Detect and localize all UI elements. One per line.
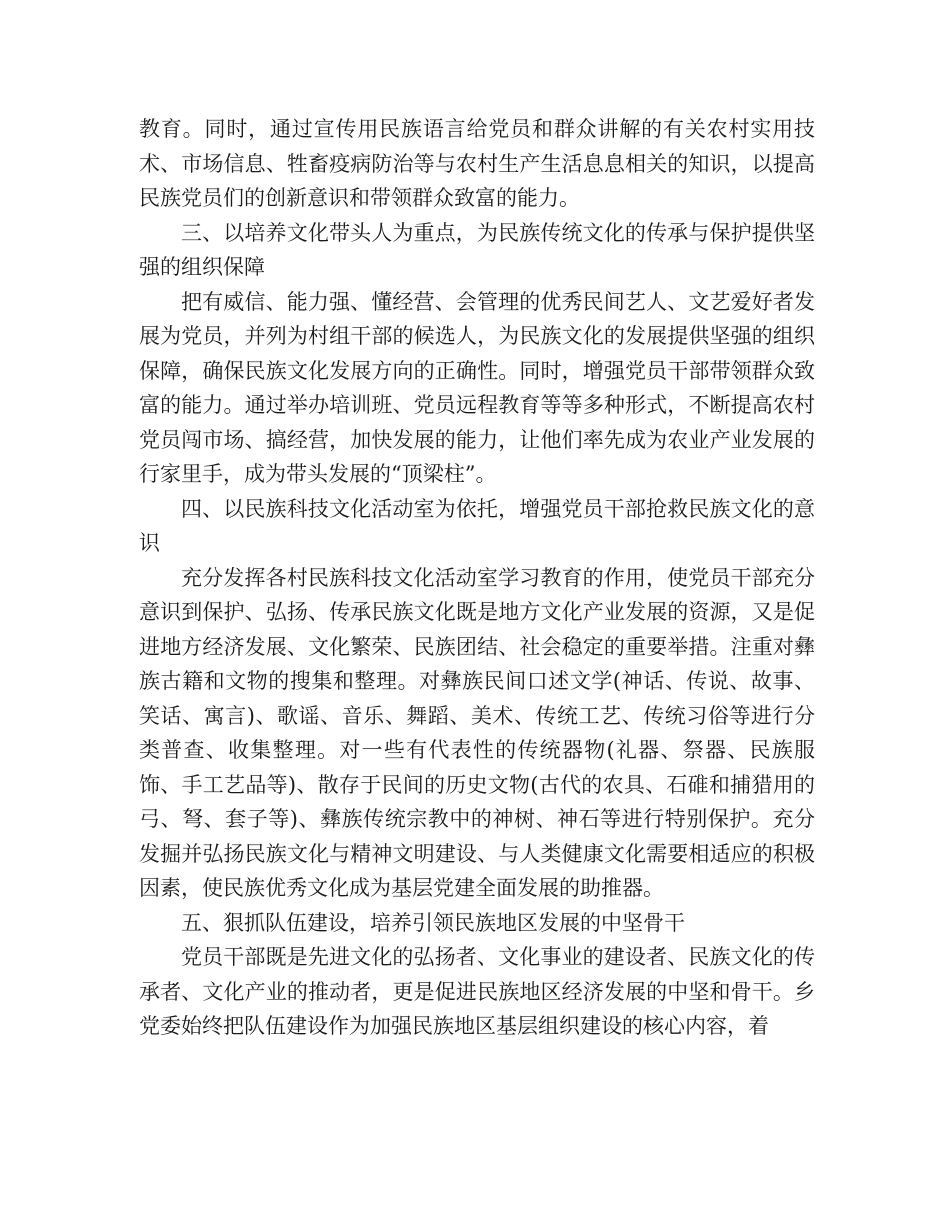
paragraph-2: 把有威信、能力强、懂经营、会管理的优秀民间艺人、文艺爱好者发展为党员，并列为村组干部的候选人，为民族文化的发展提供坚强的组织保障，确保民族文化发展方向的正确性。同时，增强党员干部带领群众致富的能力。通过举办培训班、党员远程教育等等多种形式，不断提高农村党员闯市场、搞经营，加快发展的能力，让他们率先成为农业产业发展的行家里手，成为带头发展的“顶梁柱”。	[139, 289, 815, 486]
document-body	[139, 112, 815, 1044]
paragraph-3: 充分发挥各村民族科技文化活动室学习教育的作用，使党员干部充分意识到保护、弘扬、传承民族文化既是地方文化产业发展的资源，又是促进地方经济发展、文化繁荣、民族团结、社会稳定的重要举措。注重对彝族古籍和文物的搜集和整理。对彝族民间口述文学(神话、传说、故事、笑话、寓言)、歌谣、音乐、舞蹈、美术、传统工艺、传统习俗等进行分类普查、收集整理。对一些有代表性的传统器物(礼器、祭器、民族服饰、手工艺品等)、散存于民间的历史文物(古代的农具、石碓和捕猎用的弓、弩、套子等)、彝族传统宗教中的神树、神石等进行特别保护。充分发掘并弘扬民族文化与精神文明建设、与人类健康文化需要相适应的积极因素，使民族优秀文化成为基层党建全面发展的助推器。	[139, 565, 815, 900]
section-heading-4: 四、以民族科技文化活动室为依托，增强党员干部抢救民族文化的意识	[139, 496, 815, 555]
section-heading-3: 三、以培养文化带头人为重点，为民族传统文化的传承与保护提供坚强的组织保障	[139, 220, 815, 279]
paragraph-1: 教育。同时，通过宣传用民族语言给党员和群众讲解的有关农村实用技术、市场信息、牲畜疫病防治等与农村生产生活息息相关的知识，以提高民族党员们的创新意识和带领群众致富的能力。	[139, 117, 815, 210]
section-heading-5: 五、狠抓队伍建设，培养引领民族地区发展的中坚骨干	[181, 910, 685, 935]
paragraph-4: 党员干部既是先进文化的弘扬者、文化事业的建设者、民族文化的传承者、文化产业的推动者，更是促进民族地区经济发展的中坚和骨干。乡党委始终把队伍建设作为加强民族地区基层组织建设的核心内容，着	[139, 945, 815, 1038]
